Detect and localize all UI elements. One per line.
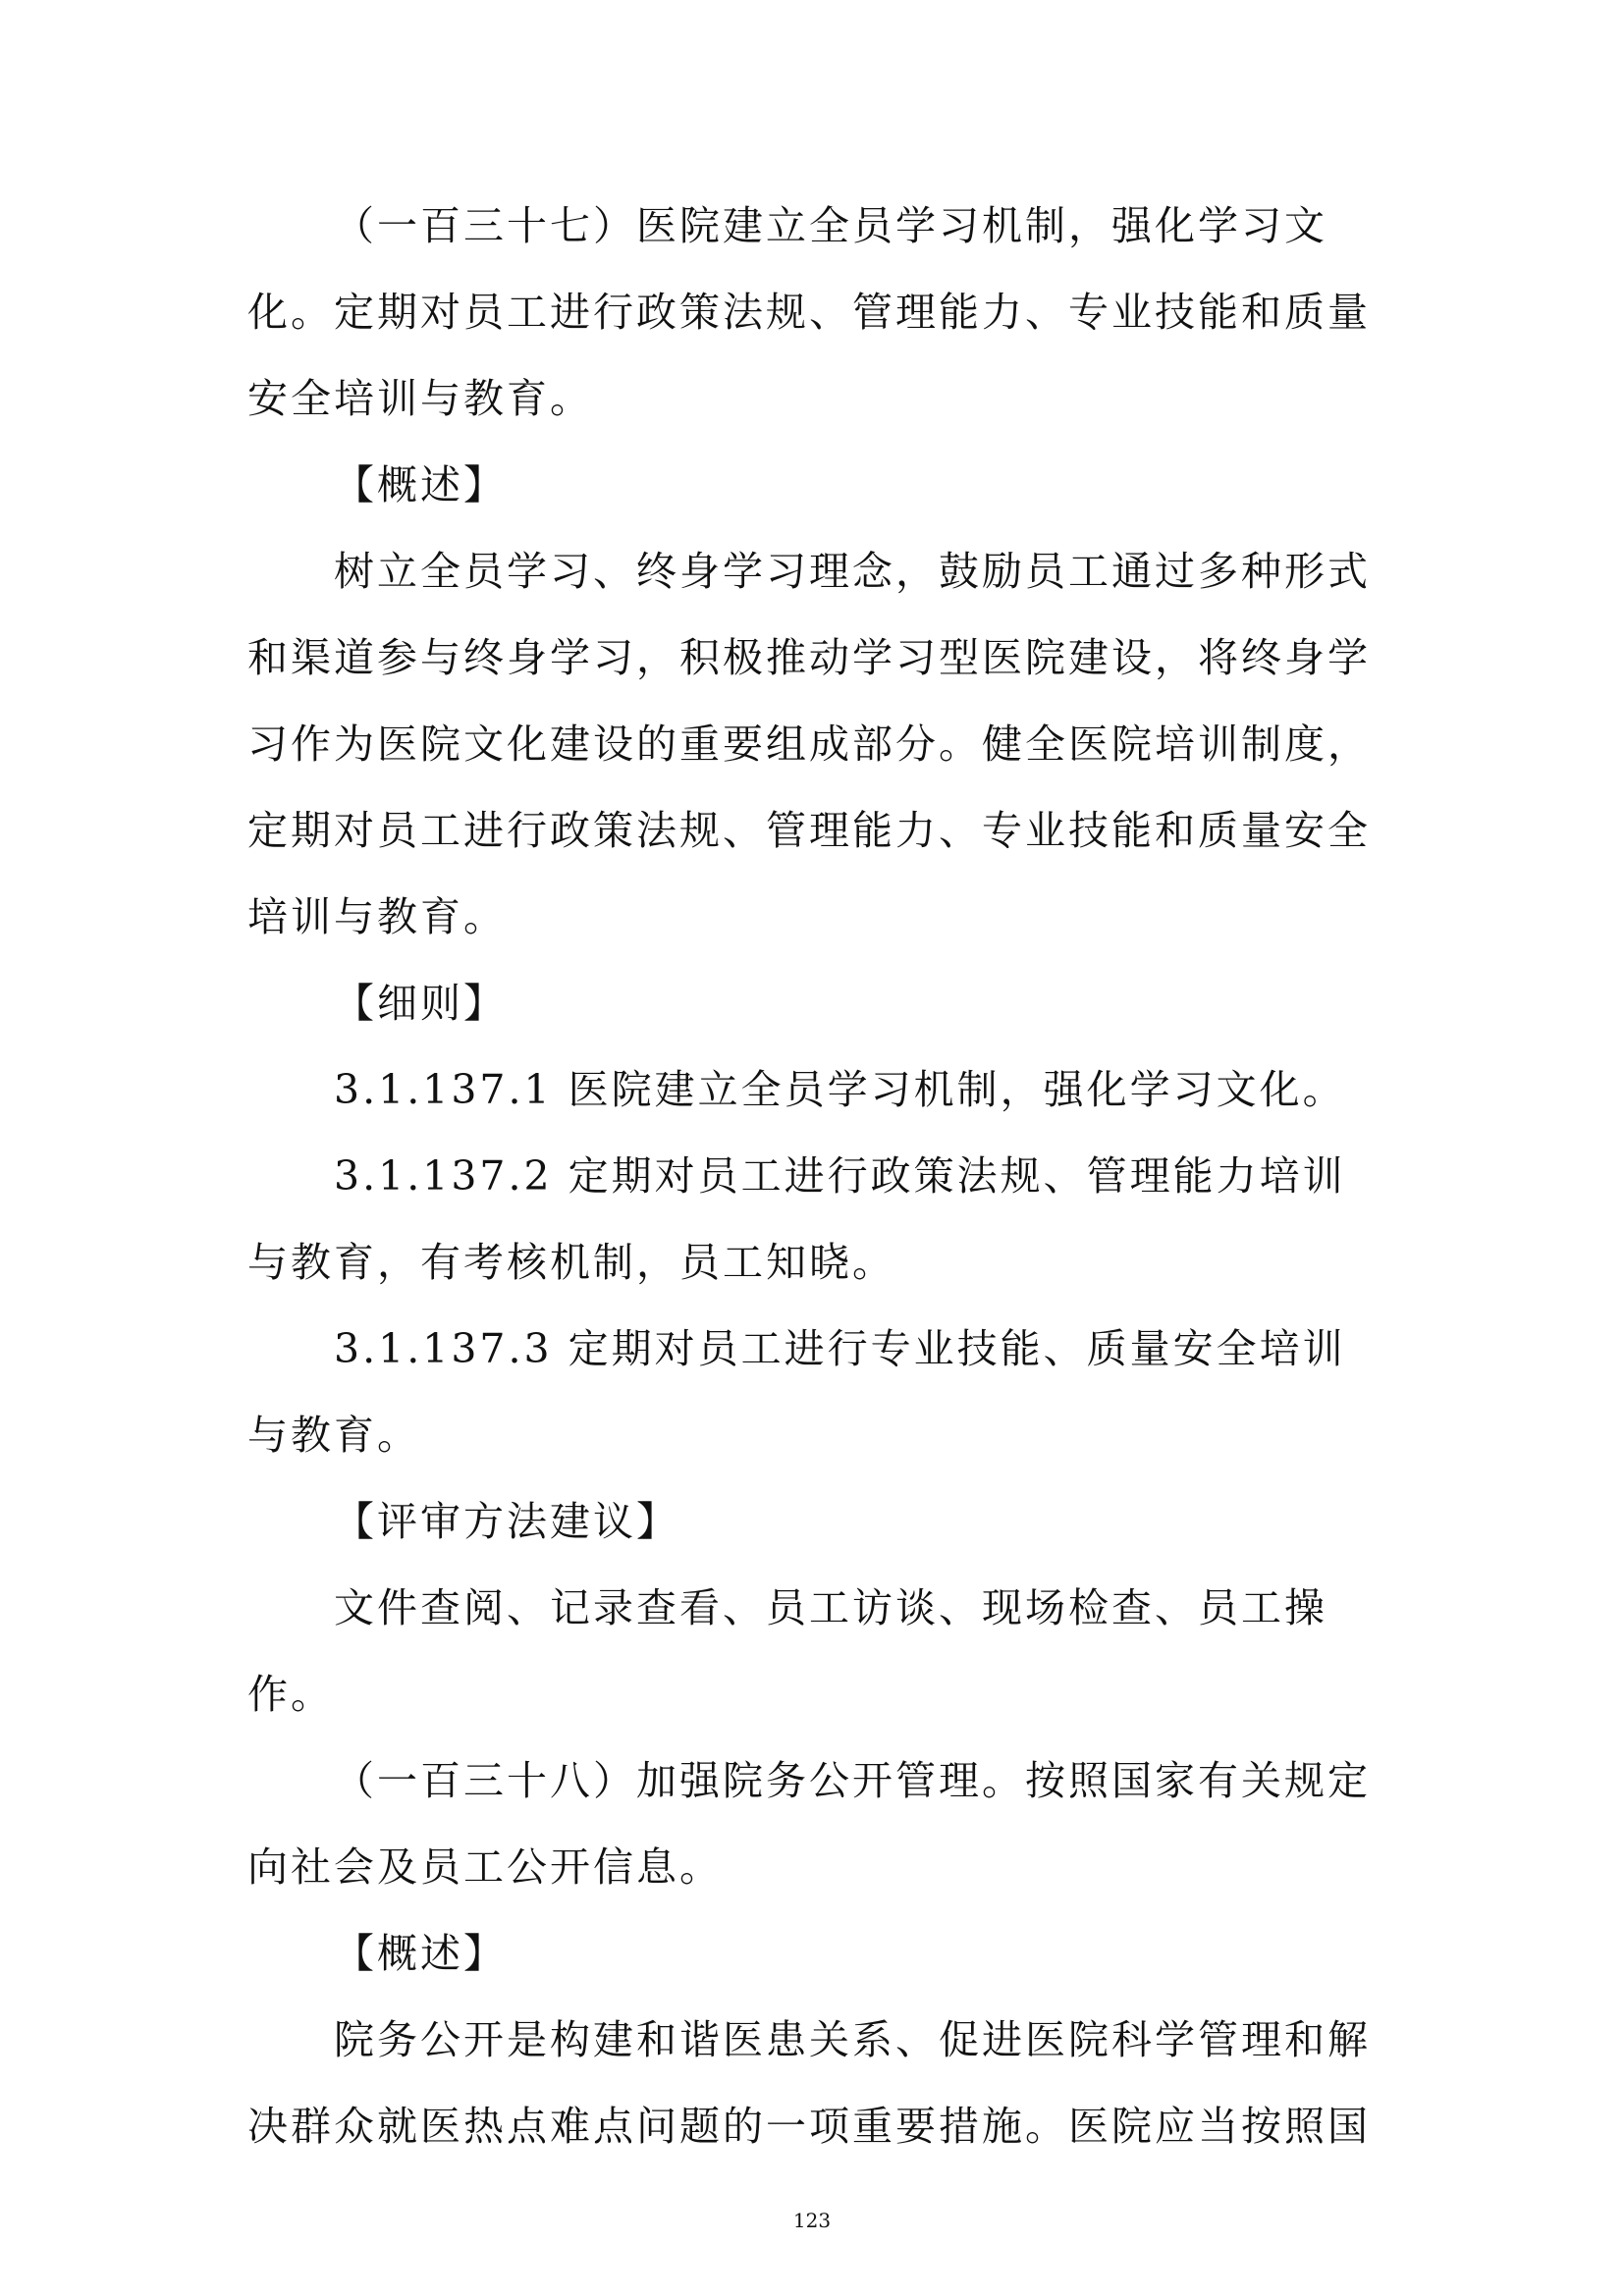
rule-3-1-137-3: 3.1.137.3 定期对员工进行专业技能、质量安全培训与教育。 xyxy=(247,1325,1346,1459)
section-heading-overview: 【概述】 xyxy=(334,461,507,508)
review-methods-text: 文件查阅、记录查看、员工访谈、现场检查、员工操作。 xyxy=(247,1584,1327,1718)
section-heading-rules: 【细则】 xyxy=(334,980,507,1027)
article-138-text: （一百三十八）加强院务公开管理。按照国家有关规定向社会及员工公开信息。 xyxy=(247,1757,1371,1891)
section-heading-overview-2: 【概述】 xyxy=(334,1930,507,1977)
overview-paragraph: 树立全员学习、终身学习理念，鼓励员工通过多种形式和渠道参与终身学习，积极推动学习型医院建设，将终身学习作为医院文化建设的重要组成部分。健全医院培训制度，定期对员工进行政策法规、管理能力、专业技能和质量安全培训与教育。 xyxy=(247,548,1371,940)
section-heading-review-methods: 【评审方法建议】 xyxy=(334,1498,679,1545)
article-137-text: （一百三十七）医院建立全员学习机制，强化学习文化。定期对员工进行政策法规、管理能力、专业技能和质量安全培训与教育。 xyxy=(247,202,1371,422)
page-content xyxy=(247,183,1386,2169)
page-number: 123 xyxy=(792,2209,832,2232)
rule-3-1-137-2: 3.1.137.2 定期对员工进行政策法规、管理能力培训与教育，有考核机制，员工知晓。 xyxy=(247,1152,1346,1286)
overview-paragraph-2: 院务公开是构建和谐医患关系、促进医院科学管理和解决群众就医热点难点问题的一项重要措施。医院应当按照国 xyxy=(247,2016,1371,2150)
rule-3-1-137-1: 3.1.137.1 医院建立全员学习机制，强化学习文化。 xyxy=(334,1066,1346,1113)
